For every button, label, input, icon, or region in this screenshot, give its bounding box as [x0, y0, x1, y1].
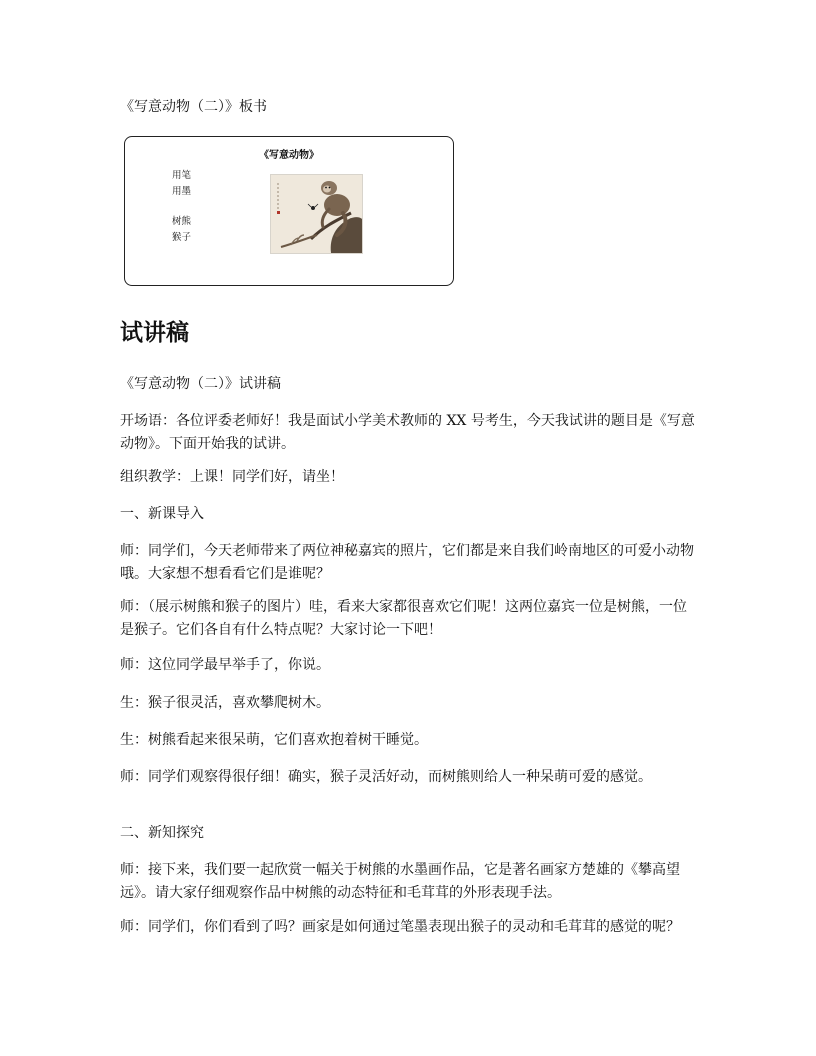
- paragraph-script-title: 《写意动物（二）》试讲稿: [120, 376, 281, 392]
- paragraph-explore-1: 师：接下来，我们要一起欣赏一幅关于树熊的水墨画作品，它是著名画家方楚雄的《攀高望远》。请大家仔细观察作品中树熊的动态特征和毛茸茸的外形表现手法。: [120, 862, 680, 901]
- board-word-ink: 用墨: [172, 186, 192, 197]
- paragraph-teacher-summary: 师：同学们观察得很仔细！确实，猴子灵活好动，而树熊则给人一种呆萌可爱的感觉。: [120, 769, 652, 785]
- board-word-brush: 用笔: [172, 170, 192, 181]
- paragraph-organize: 组织教学：上课！同学们好，请坐！: [120, 469, 344, 485]
- board-title: 《写意动物》: [259, 150, 319, 161]
- paragraph-student-1: 生：猴子很灵活，喜欢攀爬树木。: [120, 695, 330, 711]
- paragraph-section-1: 一、新课导入: [120, 506, 204, 522]
- paragraph-section-2: 二、新知探究: [120, 825, 204, 841]
- paragraph-intro-3: 师：这位同学最早举手了，你说。: [120, 657, 330, 673]
- section-heading: 试讲稿: [120, 320, 189, 346]
- board-word-koala: 树熊: [172, 216, 192, 227]
- blackboard-design-box: [124, 136, 454, 286]
- board-keywords: [172, 168, 191, 246]
- monkey-ink-painting-image: [270, 174, 363, 254]
- paragraph-explore-2: 师：同学们，你们看到了吗？画家是如何通过笔墨表现出猴子的灵动和毛茸茸的感觉的呢？: [120, 919, 680, 935]
- board-caption: 《写意动物（二）》板书: [120, 99, 267, 115]
- board-word-monkey: 猴子: [172, 232, 192, 243]
- paragraph-opening: 开场语：各位评委老师好！我是面试小学美术教师的 XX 号考生，今天我试讲的题目是《写意动物》。下面开始我的试讲。: [120, 413, 695, 452]
- paragraph-intro-2: 师：（展示树熊和猴子的图片）哇，看来大家都很喜欢它们呢！这两位嘉宾一位是树熊，一位是猴子。它们各自有什么特点呢？大家讨论一下吧！: [120, 599, 687, 638]
- paragraph-intro-1: 师：同学们，今天老师带来了两位神秘嘉宾的照片，它们都是来自我们岭南地区的可爱小动物哦。大家想不想看看它们是谁呢？: [120, 543, 694, 582]
- paragraph-student-2: 生：树熊看起来很呆萌，它们喜欢抱着树干睡觉。: [120, 732, 428, 748]
